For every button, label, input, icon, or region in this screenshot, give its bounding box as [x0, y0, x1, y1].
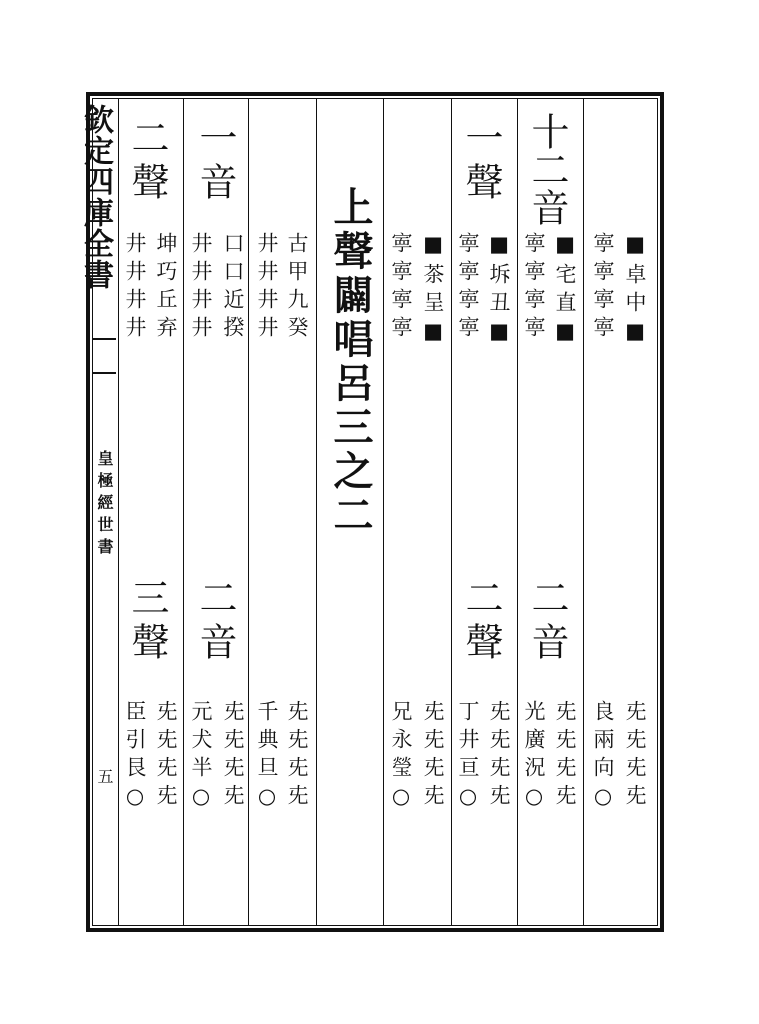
- lower-line: 千典旦○: [255, 700, 279, 815]
- lower-line: 兂兂兂兂: [487, 700, 511, 812]
- lower-line: 兂兂兂兂: [623, 700, 647, 812]
- upper-line: 井井井井: [123, 232, 147, 344]
- lower-line: 兂兂兂兂: [221, 700, 245, 812]
- lower-line: 丁井亘○: [456, 700, 480, 815]
- upper-line: ■宅直■: [553, 232, 577, 350]
- column-divider: [583, 98, 584, 926]
- page-number: 五: [95, 768, 114, 784]
- lower-line: 兂兂兂兂: [553, 700, 577, 812]
- column-divider: [118, 98, 119, 926]
- label-er-sheng: 二聲: [125, 118, 169, 206]
- upper-line: ■卓中■: [623, 232, 647, 350]
- label-er-yin: 二音: [525, 578, 569, 666]
- lower-line: 兂兂兂兂: [154, 700, 178, 812]
- label-er-yin: 二音: [193, 578, 237, 666]
- fold-mark: [92, 338, 116, 340]
- lower-line: 良兩向○: [591, 700, 615, 815]
- column-divider: [383, 98, 384, 926]
- lower-line: 兂兂兂兂: [285, 700, 309, 812]
- upper-line: 坤巧丘弃: [154, 232, 178, 344]
- label-er-sheng: 二聲: [459, 578, 503, 666]
- chapter-title: 上聲闢唱呂三之二: [327, 186, 374, 538]
- label-san-sheng: 三聲: [125, 578, 169, 666]
- lower-line: 兂兂兂兂: [421, 700, 445, 812]
- upper-line: 寕寕寕寕: [389, 232, 413, 344]
- label-shi-er-yin: 十二音: [525, 112, 569, 226]
- upper-line: 寕寕寕寕: [591, 232, 615, 344]
- lower-line: 臣引艮○: [123, 700, 147, 815]
- upper-line: 寕寕寕寕: [456, 232, 480, 344]
- lower-line: 元犬半○: [189, 700, 213, 815]
- column-divider: [316, 98, 317, 926]
- upper-line: 寕寕寕寕: [522, 232, 546, 344]
- column-divider: [183, 98, 184, 926]
- label-yi-sheng: 一聲: [459, 118, 503, 206]
- upper-line: ■茶呈■: [421, 232, 445, 350]
- upper-line: 古甲九癸: [285, 232, 309, 344]
- upper-line: 井井井井: [189, 232, 213, 344]
- book-title: 欽定四庫全書: [78, 104, 113, 290]
- lower-line: 光廣況○: [522, 700, 546, 815]
- lower-line: 兄永瑩○: [389, 700, 413, 815]
- upper-line: 井井井井: [255, 232, 279, 344]
- fold-mark: [92, 372, 116, 374]
- label-yi-yin: 一音: [193, 118, 237, 206]
- section-title: 皇極經世書: [95, 450, 114, 560]
- upper-line: 口口近揆: [221, 232, 245, 344]
- column-divider: [451, 98, 452, 926]
- column-divider: [517, 98, 518, 926]
- column-divider: [248, 98, 249, 926]
- upper-line: ■坼丑■: [487, 232, 511, 350]
